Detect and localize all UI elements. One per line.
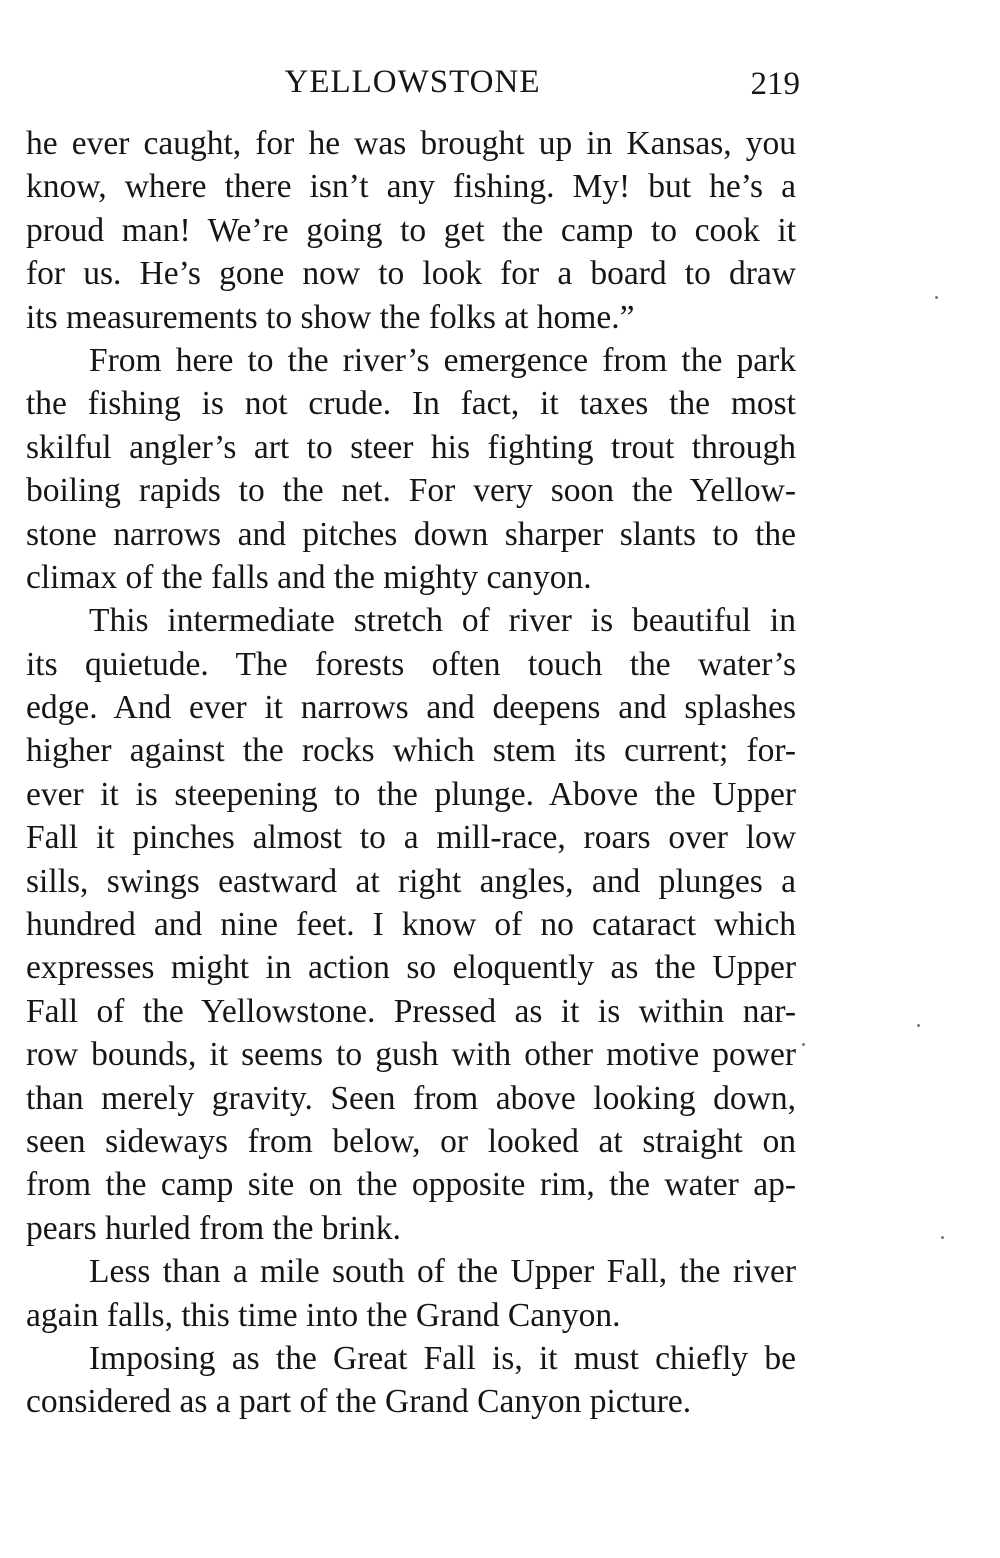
text-line: climax of the falls and the mighty canyon. xyxy=(26,558,592,596)
text-line: From here to the river’s emergence from the park xyxy=(89,341,796,379)
body-text xyxy=(26,122,796,1424)
paragraph xyxy=(26,122,796,339)
running-head: YELLOWSTONE xyxy=(284,64,541,100)
text-line: stone narrows and pitches down sharper slants to the xyxy=(26,515,796,553)
text-line: skilful angler’s art to steer his fighting trout through xyxy=(26,428,796,466)
text-line: This intermediate stretch of river is beautiful in xyxy=(89,602,796,640)
text-line: boiling rapids to the net. For very soon the Yellow- xyxy=(26,472,796,510)
text-line: seen sideways from below, or looked at straight on xyxy=(26,1122,796,1160)
text-line: proud man! We’re going to get the camp to cook it xyxy=(26,211,796,249)
text-line: hundred and nine feet. I know of no cataract which xyxy=(26,906,796,944)
paper-speck xyxy=(935,296,938,299)
text-line: sills, swings eastward at right angles, and plunges a xyxy=(26,862,796,900)
text-line: he ever caught, for he was brought up in Kansas, you xyxy=(26,125,796,162)
text-line: its quietude. The forests often touch the water’s xyxy=(26,645,796,683)
text-line: the fishing is not crude. In fact, it taxes the most xyxy=(26,385,796,423)
paragraph xyxy=(26,1250,796,1337)
text-line: Imposing as the Great Fall is, it must chiefly be xyxy=(89,1339,796,1377)
text-line: from the camp site on the opposite rim, the water ap- xyxy=(26,1166,796,1204)
page-number: 219 xyxy=(750,66,800,102)
text-line: pears hurled from the brink. xyxy=(26,1209,401,1247)
text-line: higher against the rocks which stem its current; for- xyxy=(26,732,796,770)
text-line: row bounds, it seems to gush with other motive power xyxy=(26,1036,796,1074)
paper-speck xyxy=(941,1236,944,1239)
text-line: edge. And ever it narrows and deepens and splashes xyxy=(26,689,796,727)
text-line: expresses might in action so eloquently as the Upper xyxy=(26,949,796,987)
paragraph xyxy=(26,1337,796,1424)
text-line: Less than a mile south of the Upper Fall, the river xyxy=(89,1253,796,1291)
text-line: its measurements to show the folks at home.” xyxy=(26,298,635,336)
text-line: for us. He’s gone now to look for a board to draw xyxy=(26,255,796,293)
text-line: Fall it pinches almost to a mill-race, roars over low xyxy=(26,819,796,857)
paragraph xyxy=(26,339,796,599)
text-line: ever it is steepening to the plunge. Above the Upper xyxy=(26,775,796,813)
text-line: know, where there isn’t any fishing. My! but he’s a xyxy=(26,168,796,206)
text-line: Fall of the Yellowstone. Pressed as it is within nar- xyxy=(26,992,796,1030)
paper-speck xyxy=(917,1024,920,1027)
paragraph xyxy=(26,599,796,1250)
text-line: considered as a part of the Grand Canyon picture. xyxy=(26,1383,692,1421)
paper-speck xyxy=(802,1043,805,1046)
text-line: again falls, this time into the Grand Canyon. xyxy=(26,1296,621,1334)
text-line: than merely gravity. Seen from above looking down, xyxy=(26,1079,796,1117)
